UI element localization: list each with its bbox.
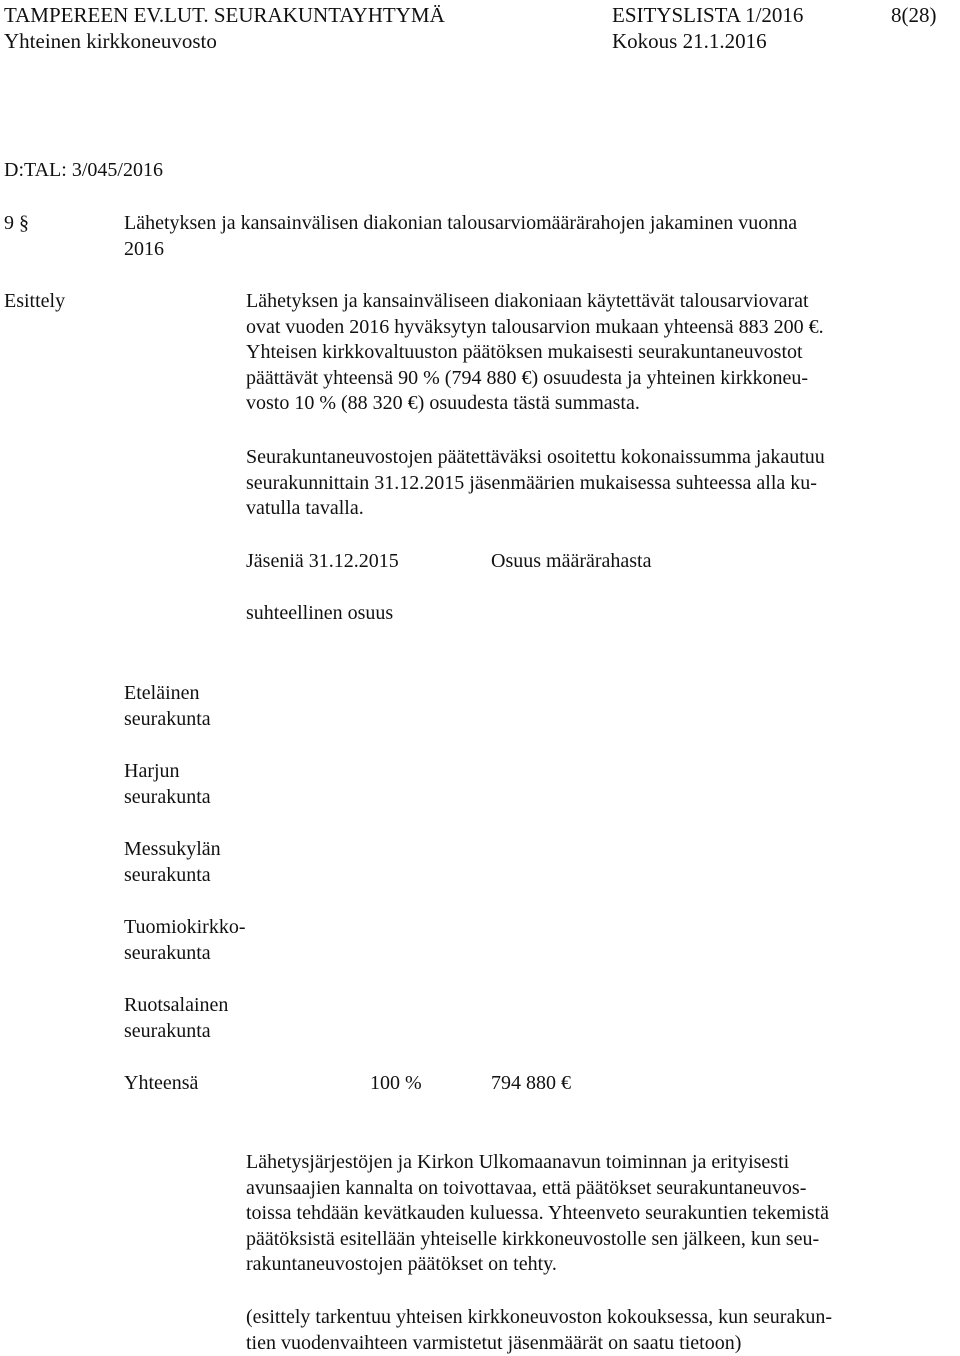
table-row-messukylan bbox=[124, 836, 221, 888]
parish-name-suffix: seurakunta bbox=[124, 864, 211, 886]
paragraph-line: Yhteisen kirkkovaltuuston päätöksen mukaisesti seurakuntaneuvostot bbox=[246, 341, 803, 364]
diary-number: D:TAL: 3/045/2016 bbox=[4, 159, 163, 181]
header-body: Yhteinen kirkkoneuvosto bbox=[4, 29, 217, 53]
parish-name-suffix: seurakunta bbox=[124, 708, 211, 730]
paragraph-line: seurakunnittain 31.12.2015 jäsenmäärien mukaisessa suhteessa alla ku- bbox=[246, 471, 817, 494]
item-number bbox=[4, 211, 29, 237]
paragraph-line: vatulla tavalla. bbox=[246, 497, 364, 520]
table-row-tuomiokirkko bbox=[124, 914, 246, 966]
parish-name: Tuomiokirkko- bbox=[124, 916, 246, 938]
parish-name-suffix: seurakunta bbox=[124, 786, 211, 808]
table-total-label: Yhteensä bbox=[124, 1072, 199, 1094]
paragraph-line: Lähetysjärjestöjen ja Kirkon Ulkomaanavun toiminnan ja erityisesti bbox=[246, 1151, 790, 1173]
presentation-paragraph-3 bbox=[246, 1150, 926, 1278]
paragraph-line: Lähetyksen ja kansainväliseen diakoniaan käytettävät talousarviovarat bbox=[246, 290, 809, 312]
parish-name-suffix: seurakunta bbox=[124, 942, 211, 964]
paragraph-line: (esittely tarkentuu yhteisen kirkkoneuvoston kokouksessa, kun seurakun- bbox=[246, 1306, 832, 1328]
item-number-value: 9 bbox=[4, 212, 14, 234]
table-total-percent: 100 % bbox=[370, 1072, 422, 1094]
item-title bbox=[124, 211, 797, 262]
paragraph-line: Seurakuntaneuvostojen päätettäväksi osoitettu kokonaissumma jakautuu bbox=[246, 446, 825, 468]
table-row-etelainen bbox=[124, 680, 211, 732]
paragraph-line: avunsaajien kannalta on toivottavaa, että päätökset seurakuntaneuvos- bbox=[246, 1176, 807, 1199]
parish-name: Ruotsalainen bbox=[124, 994, 229, 1016]
item-title-line-1: Lähetyksen ja kansainvälisen diakonian talousarviomäärärahojen jakaminen vuonna bbox=[124, 212, 798, 234]
header-page-number: 8(28) bbox=[891, 3, 937, 27]
paragraph-line: tien vuodenvaihteen varmistetut jäsenmäärät on saatu tietoon) bbox=[246, 1331, 742, 1354]
paragraph-line: rakuntaneuvostojen päätökset on tehty. bbox=[246, 1253, 557, 1276]
paragraph-line: päätöksistä esitellään yhteiselle kirkkoneuvostolle sen jälkeen, kun seu- bbox=[246, 1227, 820, 1250]
presentation-paragraph-2 bbox=[246, 445, 926, 522]
table-subheader-relative-share: suhteellinen osuus bbox=[246, 602, 394, 624]
header-meeting-date: Kokous 21.1.2016 bbox=[612, 29, 767, 53]
parish-name: Eteläinen bbox=[124, 682, 200, 704]
parish-name-suffix: seurakunta bbox=[124, 1020, 211, 1042]
presentation-note bbox=[246, 1305, 926, 1356]
parish-name: Messukylän bbox=[124, 838, 221, 860]
header-organization: TAMPEREEN EV.LUT. SEURAKUNTAYHTYMÄ bbox=[4, 3, 445, 27]
section-label: Esittely bbox=[4, 290, 66, 312]
parish-name: Harjun bbox=[124, 760, 180, 782]
header-document: ESITYSLISTA 1/2016 bbox=[612, 3, 804, 27]
presentation-paragraph-1 bbox=[246, 289, 926, 417]
table-header-share: Osuus määrärahasta bbox=[491, 550, 652, 572]
paragraph-line: vosto 10 % (88 320 €) osuudesta tästä summasta. bbox=[246, 392, 640, 415]
table-row-ruotsalainen bbox=[124, 992, 228, 1044]
table-header-members: Jäseniä 31.12.2015 bbox=[246, 550, 399, 572]
paragraph-line: päättävät yhteensä 90 % (794 880 €) osuudesta ja yhteinen kirkkoneu- bbox=[246, 366, 809, 389]
item-title-line-2: 2016 bbox=[124, 237, 164, 260]
paragraph-line: ovat vuoden 2016 hyväksytyn talousarvion mukaan yhteensä 883 200 €. bbox=[246, 315, 824, 338]
section-symbol: § bbox=[19, 212, 29, 234]
table-row-harjun bbox=[124, 758, 211, 810]
table-total-amount: 794 880 € bbox=[491, 1072, 571, 1094]
paragraph-line: toissa tehdään kevätkauden kuluessa. Yhteenveto seurakuntien tekemistä bbox=[246, 1202, 829, 1225]
